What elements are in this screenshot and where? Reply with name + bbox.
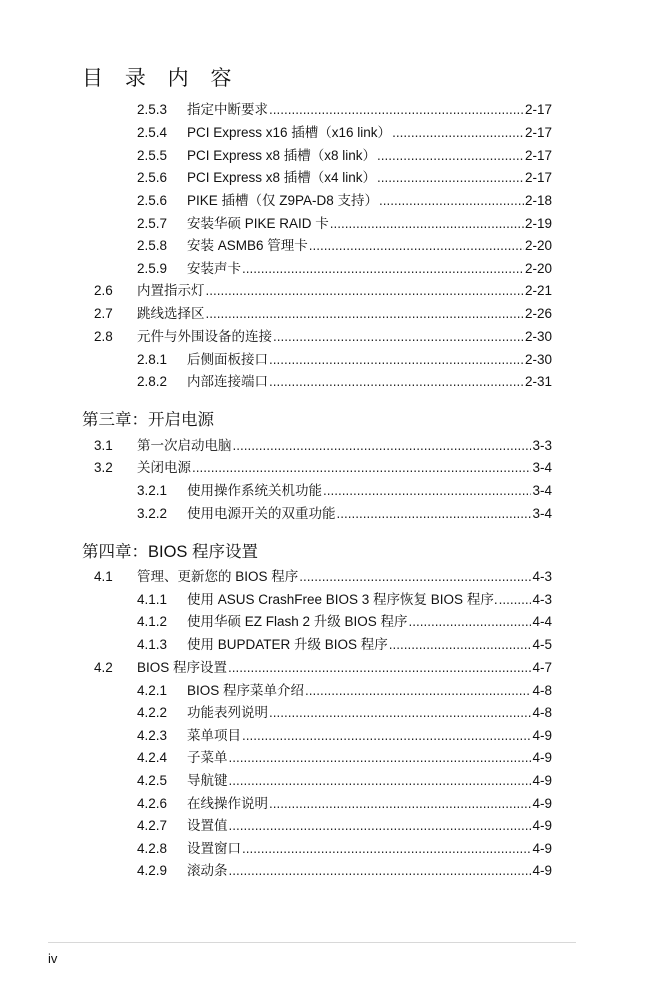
toc-entry[interactable] — [94, 437, 552, 455]
entry-number: 4.1.3 — [137, 637, 168, 652]
entry-title: PCI Express x8 插槽（x8 link） — [187, 148, 377, 163]
entry-page: 4-9 — [532, 818, 552, 833]
toc-entry[interactable] — [137, 817, 552, 835]
entry-title: 后侧面板接口 — [187, 352, 268, 367]
dot-leader — [323, 482, 531, 500]
toc-entry[interactable] — [137, 237, 552, 255]
entry-title: PCI Express x16 插槽（x16 link） — [187, 125, 392, 140]
toc-entry[interactable] — [137, 613, 552, 631]
entry-page: 3-4 — [532, 506, 552, 521]
toc-entry[interactable] — [137, 147, 552, 165]
chapter-heading: 第三章：开启电源 — [82, 411, 214, 429]
entry-page: 2-20 — [524, 261, 552, 276]
toc-entry[interactable] — [94, 459, 552, 477]
dot-leader — [269, 101, 524, 119]
entry-page: 4-9 — [532, 796, 552, 811]
toc-entry[interactable] — [137, 260, 552, 278]
entry-title: BIOS 程序设置 — [137, 660, 228, 675]
entry-number: 4.2.2 — [137, 705, 168, 720]
entry-number: 2.8 — [94, 329, 113, 344]
entry-title: 管理、更新您的 BIOS 程序 — [137, 569, 299, 584]
entry-page: 4-4 — [532, 614, 552, 629]
entry-page: 4-9 — [532, 773, 552, 788]
toc-entry[interactable] — [137, 215, 552, 233]
entry-title: 导航键 — [187, 773, 228, 788]
toc-entry[interactable] — [137, 727, 552, 745]
toc-entry[interactable] — [137, 636, 552, 654]
entry-title: 菜单项目 — [187, 728, 241, 743]
dot-leader — [273, 328, 524, 346]
entry-title: 子菜单 — [187, 750, 228, 765]
dot-leader — [229, 862, 532, 880]
toc-entry[interactable] — [137, 704, 552, 722]
toc-entry[interactable] — [137, 840, 552, 858]
entry-number: 3.1 — [94, 438, 113, 453]
dot-leader — [242, 260, 524, 278]
toc-entry[interactable] — [137, 862, 552, 880]
entry-title: 使用操作系统关机功能 — [187, 483, 322, 498]
entry-title: 在线操作说明 — [187, 796, 268, 811]
entry-title: 使用 BUPDATER 升级 BIOS 程序 — [187, 637, 388, 652]
toc-entry[interactable] — [137, 351, 552, 369]
entry-number: 4.2.8 — [137, 841, 168, 856]
footer-page-number: iv — [48, 951, 58, 966]
entry-page: 2-18 — [524, 193, 552, 208]
toc-entry[interactable] — [137, 682, 552, 700]
dot-leader — [337, 505, 532, 523]
chapter-heading: 第四章：BIOS 程序设置 — [82, 543, 259, 561]
entry-page: 2-30 — [524, 352, 552, 367]
entry-number: 4.2 — [94, 660, 113, 675]
entry-title: 关闭电源 — [137, 460, 191, 475]
entry-title: 内部连接端口 — [187, 374, 268, 389]
toc-entry[interactable] — [137, 373, 552, 391]
entry-number: 2.5.3 — [137, 102, 168, 117]
toc-entry[interactable] — [137, 124, 552, 142]
entry-page: 4-5 — [532, 637, 552, 652]
dot-leader — [305, 682, 531, 700]
entry-page: 2-17 — [524, 148, 552, 163]
toc-entry[interactable] — [137, 192, 552, 210]
page-title: 目 录 内 容 — [82, 67, 240, 90]
entry-number: 2.5.5 — [137, 148, 168, 163]
entry-page: 4-8 — [532, 705, 552, 720]
entry-number: 4.2.6 — [137, 796, 168, 811]
entry-page: 2-17 — [524, 125, 552, 140]
dot-leader — [392, 124, 524, 142]
entry-number: 2.5.6 — [137, 170, 168, 185]
entry-title: 设置值 — [187, 818, 228, 833]
toc-entry[interactable] — [137, 169, 552, 187]
dot-leader — [499, 591, 532, 609]
entry-number: 2.5.7 — [137, 216, 168, 231]
entry-page: 4-9 — [532, 728, 552, 743]
entry-title: 使用电源开关的双重功能 — [187, 506, 336, 521]
entry-title: 使用 ASUS CrashFree BIOS 3 程序恢复 BIOS 程序. — [187, 592, 498, 607]
entry-page: 3-4 — [532, 460, 552, 475]
toc-entry[interactable] — [94, 282, 552, 300]
entry-number: 3.2 — [94, 460, 113, 475]
entry-title: BIOS 程序菜单介绍 — [187, 683, 305, 698]
entry-number: 2.5.6 — [137, 193, 168, 208]
dot-leader — [299, 568, 531, 586]
entry-page: 2-17 — [524, 170, 552, 185]
entry-number: 2.5.9 — [137, 261, 168, 276]
entry-title: 使用华硕 EZ Flash 2 升级 BIOS 程序 — [187, 614, 408, 629]
toc-entry[interactable] — [137, 772, 552, 790]
entry-number: 2.5.4 — [137, 125, 168, 140]
entry-page: 2-21 — [524, 283, 552, 298]
entry-number: 4.1.1 — [137, 592, 168, 607]
entry-page: 3-3 — [532, 438, 552, 453]
entry-page: 4-9 — [532, 750, 552, 765]
entry-page: 4-3 — [532, 569, 552, 584]
entry-title: 第一次启动电脑 — [137, 438, 232, 453]
entry-title: 设置窗口 — [187, 841, 241, 856]
entry-page: 2-20 — [524, 238, 552, 253]
toc-entry[interactable] — [137, 505, 552, 523]
entry-number: 4.2.7 — [137, 818, 168, 833]
dot-leader — [269, 373, 524, 391]
entry-number: 3.2.2 — [137, 506, 168, 521]
dot-leader — [377, 169, 524, 187]
dot-leader — [192, 459, 531, 477]
entry-title: PCI Express x8 插槽（x4 link） — [187, 170, 377, 185]
toc-entry[interactable] — [137, 482, 552, 500]
dot-leader — [389, 636, 532, 654]
entry-title: 安装声卡 — [187, 261, 241, 276]
toc-entry[interactable] — [137, 795, 552, 813]
entry-number: 4.1.2 — [137, 614, 168, 629]
entry-number: 4.2.4 — [137, 750, 168, 765]
dot-leader — [269, 795, 531, 813]
entry-page: 4-9 — [532, 841, 552, 856]
entry-page: 4-8 — [532, 683, 552, 698]
entry-number: 4.2.3 — [137, 728, 168, 743]
dot-leader — [229, 749, 532, 767]
dot-leader — [233, 437, 532, 455]
entry-number: 3.2.1 — [137, 483, 168, 498]
entry-number: 2.8.1 — [137, 352, 168, 367]
entry-page: 2-30 — [524, 329, 552, 344]
entry-number: 4.1 — [94, 569, 113, 584]
entry-title: 功能表列说明 — [187, 705, 268, 720]
entry-number: 4.2.5 — [137, 773, 168, 788]
dot-leader — [229, 772, 532, 790]
entry-number: 4.2.1 — [137, 683, 168, 698]
entry-page: 2-26 — [524, 306, 552, 321]
entry-title: 滚动条 — [187, 863, 228, 878]
dot-leader — [206, 282, 524, 300]
entry-page: 4-9 — [532, 863, 552, 878]
dot-leader — [269, 351, 524, 369]
entry-number: 2.5.8 — [137, 238, 168, 253]
entry-page: 3-4 — [532, 483, 552, 498]
dot-leader — [229, 817, 532, 835]
entry-title: 指定中断要求 — [187, 102, 268, 117]
dot-leader — [330, 215, 524, 233]
dot-leader — [228, 659, 531, 677]
dot-leader — [379, 192, 524, 210]
dot-leader — [242, 727, 531, 745]
dot-leader — [269, 704, 531, 722]
entry-number: 2.8.2 — [137, 374, 168, 389]
dot-leader — [309, 237, 524, 255]
entry-title: 内置指示灯 — [137, 283, 205, 298]
toc-entry[interactable] — [94, 328, 552, 346]
footer-divider — [48, 942, 576, 943]
toc-entry[interactable] — [94, 568, 552, 586]
entry-title: PIKE 插槽（仅 Z9PA-D8 支持） — [187, 193, 379, 208]
toc-entry[interactable] — [137, 101, 552, 119]
entry-title: 元件与外围设备的连接 — [137, 329, 272, 344]
entry-number: 4.2.9 — [137, 863, 168, 878]
entry-title: 安装 ASMB6 管理卡 — [187, 238, 308, 253]
toc-entry[interactable] — [94, 305, 552, 323]
toc-entry[interactable] — [137, 591, 552, 609]
entry-page: 4-7 — [532, 660, 552, 675]
entry-number: 2.6 — [94, 283, 113, 298]
dot-leader — [206, 305, 524, 323]
entry-title: 跳线选择区 — [137, 306, 205, 321]
entry-page: 2-19 — [524, 216, 552, 231]
entry-number: 2.7 — [94, 306, 113, 321]
entry-page: 4-3 — [532, 592, 552, 607]
toc-entry[interactable] — [94, 659, 552, 677]
dot-leader — [242, 840, 531, 858]
entry-page: 2-17 — [524, 102, 552, 117]
entry-title: 安装华硕 PIKE RAID 卡 — [187, 216, 329, 231]
dot-leader — [409, 613, 532, 631]
entry-page: 2-31 — [524, 374, 552, 389]
toc-entry[interactable] — [137, 749, 552, 767]
dot-leader — [377, 147, 524, 165]
